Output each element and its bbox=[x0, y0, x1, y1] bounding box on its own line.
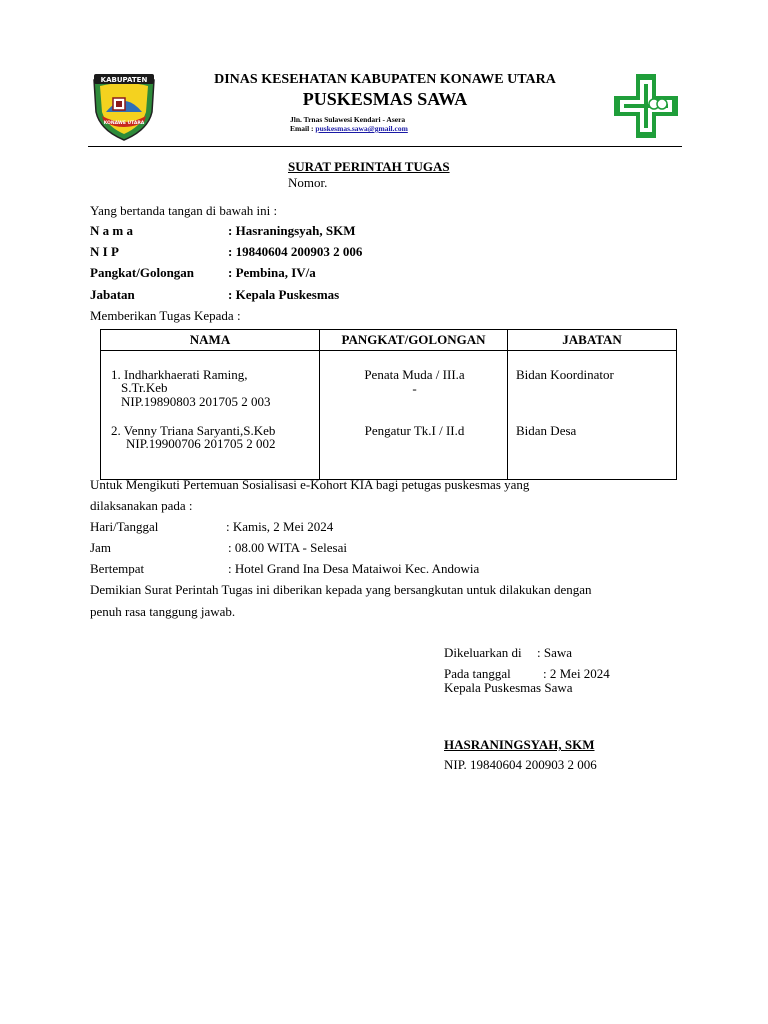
assignee-2-nip: NIP.19900706 201705 2 002 bbox=[126, 436, 276, 451]
signer-rank-value: : Pembina, IV/a bbox=[228, 265, 316, 280]
signer-name: HASRANINGSYAH, SKM bbox=[444, 737, 595, 752]
issued-date-value: : 2 Mei 2024 bbox=[543, 666, 610, 681]
event-time-value: : 08.00 WITA - Selesai bbox=[228, 540, 347, 555]
document-title: SURAT PERINTAH TUGAS bbox=[288, 159, 450, 174]
puskesmas-cross-logo bbox=[612, 72, 680, 140]
signer-nip-label: N I P bbox=[90, 244, 119, 259]
address-line: Jln. Trnas Sulawesi Kendari - Asera bbox=[290, 115, 406, 124]
table-row bbox=[101, 351, 677, 480]
regency-crest-logo bbox=[88, 72, 160, 142]
signer-nip: NIP. 19840604 200903 2 006 bbox=[444, 757, 597, 772]
assignee-2-rank: Pengatur Tk.I / II.d bbox=[364, 423, 465, 438]
purpose-line-1: Untuk Mengikuti Pertemuan Sosialisasi e-Kohort KIA bagi petugas puskesmas yang bbox=[90, 477, 530, 492]
assignee-2-name: 2. Venny Triana Saryanti,S.Keb bbox=[111, 423, 276, 438]
table-header-row bbox=[101, 330, 677, 351]
assignee-2-position: Bidan Desa bbox=[516, 423, 577, 438]
signer-name-value: : Hasraningsyah, SKM bbox=[228, 223, 356, 238]
signer-position-value: : Kepala Puskesmas bbox=[228, 287, 340, 302]
assignee-1-rank: Penata Muda / III.a bbox=[364, 367, 465, 382]
assignee-1-nip: NIP.19890803 201705 2 003 bbox=[121, 394, 271, 409]
event-place-value: : Hotel Grand Ina Desa Mataiwoi Kec. Andowia bbox=[228, 561, 480, 576]
assign-intro: Memberikan Tugas Kepada : bbox=[90, 308, 241, 323]
event-date-value: : Kamis, 2 Mei 2024 bbox=[226, 519, 334, 534]
event-date-label: Hari/Tanggal bbox=[90, 519, 159, 534]
names-cell bbox=[101, 351, 320, 480]
purpose-line-2: dilaksanakan pada : bbox=[90, 498, 193, 513]
event-place-label: Bertempat bbox=[90, 561, 145, 576]
document-number: Nomor. bbox=[288, 175, 328, 190]
col-header-name: NAMA bbox=[101, 330, 320, 351]
crest-top-text: KABUPATEN bbox=[100, 76, 148, 84]
issued-at-value: : Sawa bbox=[537, 645, 573, 660]
ranks-cell bbox=[320, 351, 508, 480]
signer-position-label: Jabatan bbox=[90, 287, 135, 302]
header-contact bbox=[290, 115, 408, 133]
email-link[interactable]: puskesmas.sawa@gmail.com bbox=[315, 124, 408, 133]
intro-text: Yang bertanda tangan di bawah ini : bbox=[90, 203, 278, 218]
signer-rank-label: Pangkat/Golongan bbox=[90, 265, 195, 280]
positions-cell bbox=[508, 351, 677, 480]
closing-line-2: penuh rasa tanggung jawab. bbox=[90, 604, 236, 619]
signer-name-label: N a m a bbox=[90, 223, 133, 238]
puskesmas-name: PUSKESMAS SAWA bbox=[302, 89, 468, 109]
event-time-label: Jam bbox=[90, 540, 111, 555]
agency-name: DINAS KESEHATAN KABUPATEN KONAWE UTARA bbox=[214, 72, 556, 87]
assignee-1-name: 1. Indharkhaerati Raming, bbox=[111, 367, 248, 382]
col-header-rank: PANGKAT/GOLONGAN bbox=[320, 330, 508, 351]
email-label: Email : bbox=[290, 124, 316, 133]
issued-at-label: Dikeluarkan di bbox=[444, 645, 522, 660]
assignee-1-degree: S.Tr.Keb bbox=[121, 380, 168, 395]
signer-nip-value: : 19840604 200903 2 006 bbox=[228, 244, 363, 259]
assignee-1-position: Bidan Koordinator bbox=[516, 367, 614, 382]
col-header-position: JABATAN bbox=[508, 330, 677, 351]
assignee-1-rank-extra: - bbox=[412, 381, 417, 396]
crest-bottom-text: KONAWE UTARA bbox=[103, 121, 145, 126]
email-line bbox=[290, 124, 408, 133]
signer-role: Kepala Puskesmas Sawa bbox=[444, 680, 573, 695]
header-divider bbox=[88, 146, 682, 147]
issued-date-label: Pada tanggal bbox=[444, 666, 511, 681]
assignee-table bbox=[100, 329, 677, 480]
closing-line-1: Demikian Surat Perintah Tugas ini diberikan kepada yang bersangkutan untuk dilakukan dengan bbox=[90, 582, 592, 597]
